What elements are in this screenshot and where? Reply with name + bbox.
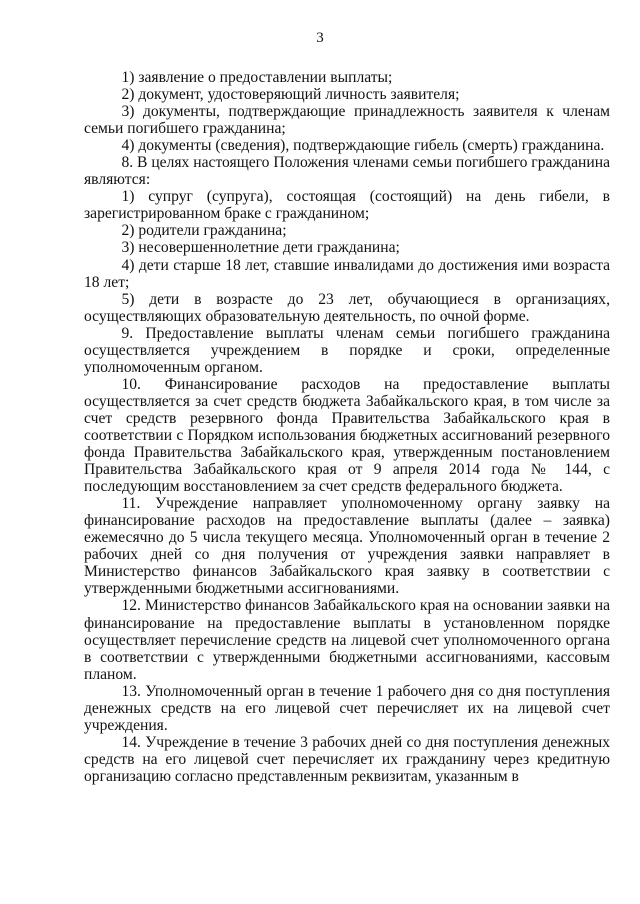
paragraph: 3) несовершеннолетние дети гражданина;	[121, 239, 400, 257]
paragraph: 10. Финансирование расходов на предоставление выплаты осуществляется за счет средств бюджета Забайкальского края, в том числе за счет средств резервного фонда Правительства Забайкальского края в соответствии с Порядком использования бюджетных ассигнований резервного фонда Правительства Забайкальского края, утвержденным постановлением Правительства Забайкальского края от 9 апреля 2014 года № 144, с последующим восстановлением за счет средств федерального бюджета.	[84, 375, 610, 496]
paragraph: 3) документы, подтверждающие принадлежность заявителя к членам семьи погибшего гражданина;	[84, 103, 610, 138]
paragraph: 2) документ, удостоверяющий личность заявителя;	[121, 86, 460, 104]
page-number: 3	[316, 30, 324, 46]
paragraph: 4) документы (сведения), подтверждающие гибель (смерть) гражданина.	[121, 137, 605, 155]
paragraph: 8. В целях настоящего Положения членами семьи погибшего гражданина являются:	[84, 154, 610, 189]
paragraph: 1) заявление о предоставлении выплаты;	[121, 69, 393, 86]
paragraph: 2) родители гражданина;	[121, 222, 287, 240]
paragraph: 13. Уполномоченный орган в течение 1 рабочего дня со дня поступления денежных средств на его лицевой счет перечисляет их на лицевой счет учреждения.	[84, 682, 610, 734]
paragraph: 12. Министерство финансов Забайкальского края на основании заявки на финансирование на предоставление выплаты в установленном порядке осуществляет перечисление средств на лицевой счет уполномоченного органа в соответствии с утвержденными бюджетными ассигнованиями, кассовым планом.	[84, 597, 610, 683]
paragraph: 5) дети в возрасте до 23 лет, обучающиеся в организациях, осуществляющих образовательную деятельность, по очной форме.	[84, 290, 610, 325]
paragraph: 9. Предоставление выплаты членам семьи погибшего гражданина осуществляется учреждением в порядке и сроки, определенные уполномоченным органом.	[84, 324, 610, 376]
paragraph: 11. Учреждение направляет уполномоченному органу заявку на финансирование расходов на предоставление выплаты (далее – заявка) ежемесячно до 5 числа текущего месяца. Уполномоченный орган в течение 2 рабочих дней со дня получения от учреждения заявки направляет в Министерство финансов Забайкальского края заявку в соответствии с утвержденными бюджетными ассигнованиями.	[84, 495, 610, 598]
paragraph: 4) дети старше 18 лет, ставшие инвалидами до достижения ими возраста 18 лет;	[84, 256, 610, 291]
paragraph: 1) супруг (супруга), состоящая (состоящий) на день гибели, в зарегистрированном браке с гражданином;	[84, 188, 610, 223]
document-body	[84, 69, 610, 785]
paragraph: 14. Учреждение в течение 3 рабочих дней со дня поступления денежных средств на его лицевой счет перечисляет их гражданину через кредитную организацию согласно представленным реквизитам, указанным в	[84, 733, 610, 785]
